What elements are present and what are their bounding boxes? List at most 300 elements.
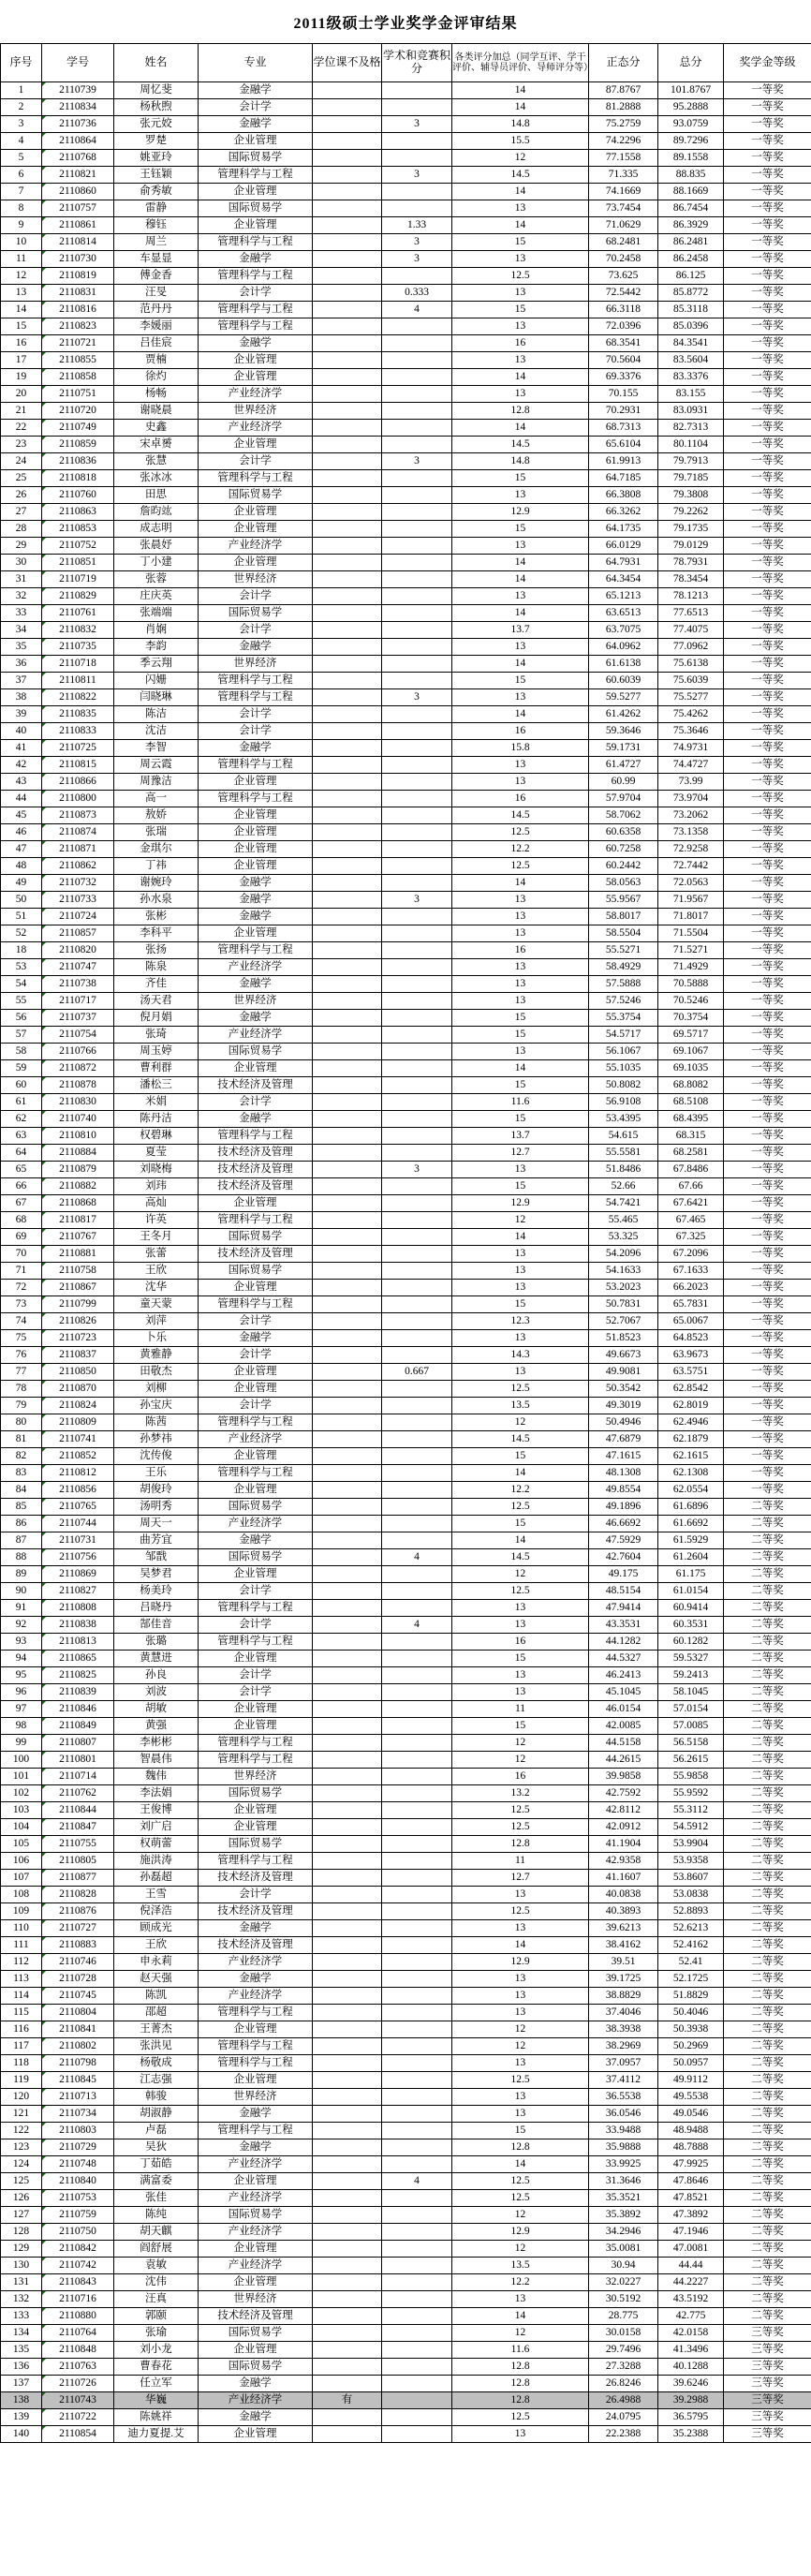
cell-name: 罗楚 <box>114 133 199 150</box>
cell-score-sum: 12.5 <box>452 1819 589 1836</box>
table-row <box>1 959 811 976</box>
cell-major: 企业管理 <box>199 369 313 386</box>
cell-academic-points <box>382 1128 452 1145</box>
cell-total-score: 79.1735 <box>658 521 724 538</box>
cell-score-sum: 14 <box>452 99 589 116</box>
cell-normalized-score: 55.465 <box>589 1212 658 1229</box>
green-corner-marker-icon <box>42 1094 46 1098</box>
cell-major: 企业管理 <box>199 2274 313 2291</box>
cell-student-id: 2110761 <box>42 605 114 622</box>
cell-academic-points <box>382 2342 452 2359</box>
cell-major: 企业管理 <box>199 2173 313 2190</box>
cell-normalized-score: 39.1725 <box>589 1971 658 1988</box>
cell-total-score: 71.9567 <box>658 892 724 909</box>
cell-normalized-score: 63.7075 <box>589 622 658 639</box>
cell-score-sum: 14.5 <box>452 807 589 824</box>
cell-score-sum: 13 <box>452 993 589 1010</box>
cell-failed-course <box>313 1752 382 1769</box>
cell-score-sum: 14 <box>452 571 589 588</box>
cell-total-score: 71.5504 <box>658 925 724 942</box>
cell-serial: 46 <box>1 824 42 841</box>
cell-total-score: 73.1358 <box>658 824 724 841</box>
cell-score-sum: 14 <box>452 2156 589 2173</box>
green-corner-marker-icon <box>42 1583 46 1587</box>
cell-serial: 8 <box>1 200 42 217</box>
table-row <box>1 1954 811 1971</box>
cell-total-score: 74.4727 <box>658 757 724 774</box>
table-row <box>1 1398 811 1414</box>
cell-major: 企业管理 <box>199 1802 313 1819</box>
green-corner-marker-icon <box>42 1634 46 1637</box>
cell-name: 刘晓梅 <box>114 1162 199 1178</box>
table-row <box>1 1836 811 1853</box>
cell-normalized-score: 32.0227 <box>589 2274 658 2291</box>
green-corner-marker-icon <box>42 2106 46 2110</box>
cell-name: 曹利群 <box>114 1060 199 1077</box>
cell-failed-course <box>313 1263 382 1280</box>
cell-normalized-score: 65.6104 <box>589 437 658 453</box>
cell-student-id: 2110800 <box>42 791 114 807</box>
cell-name: 李科平 <box>114 925 199 942</box>
cell-total-score: 85.8772 <box>658 285 724 302</box>
cell-name: 倪月娟 <box>114 1010 199 1027</box>
cell-serial: 3 <box>1 116 42 133</box>
cell-award-level: 一等奖 <box>724 1128 811 1145</box>
green-corner-marker-icon <box>42 150 46 154</box>
cell-major: 管理科学与工程 <box>199 1465 313 1482</box>
cell-failed-course <box>313 2258 382 2274</box>
cell-name: 孙良 <box>114 1667 199 1684</box>
cell-name: 郭颐 <box>114 2308 199 2325</box>
cell-score-sum: 15 <box>452 1010 589 1027</box>
cell-normalized-score: 42.9358 <box>589 1853 658 1870</box>
cell-serial: 67 <box>1 1195 42 1212</box>
table-row <box>1 689 811 706</box>
cell-total-score: 75.5277 <box>658 689 724 706</box>
cell-serial: 92 <box>1 1617 42 1634</box>
table-row <box>1 673 811 689</box>
table-row <box>1 875 811 892</box>
cell-academic-points <box>382 1111 452 1128</box>
cell-score-sum: 13 <box>452 774 589 791</box>
cell-student-id: 2110836 <box>42 453 114 470</box>
cell-academic-points <box>382 1229 452 1246</box>
cell-serial: 60 <box>1 1077 42 1094</box>
cell-name: 汤天君 <box>114 993 199 1010</box>
cell-failed-course <box>313 437 382 453</box>
cell-major: 企业管理 <box>199 1651 313 1667</box>
cell-normalized-score: 72.5442 <box>589 285 658 302</box>
cell-student-id: 2110851 <box>42 555 114 571</box>
green-corner-marker-icon <box>42 200 46 204</box>
cell-award-level: 二等奖 <box>724 1718 811 1735</box>
green-corner-marker-icon <box>42 352 46 356</box>
cell-total-score: 47.8521 <box>658 2190 724 2207</box>
cell-serial: 37 <box>1 673 42 689</box>
header-row <box>1 44 811 82</box>
cell-serial: 6 <box>1 167 42 184</box>
green-corner-marker-icon <box>42 1802 46 1806</box>
cell-failed-course <box>313 487 382 504</box>
table-row <box>1 2359 811 2376</box>
cell-normalized-score: 39.9858 <box>589 1769 658 1785</box>
cell-failed-course <box>313 453 382 470</box>
cell-academic-points <box>382 925 452 942</box>
cell-total-score: 79.7185 <box>658 470 724 487</box>
cell-name: 李韵 <box>114 639 199 656</box>
cell-student-id: 2110872 <box>42 1060 114 1077</box>
green-corner-marker-icon <box>42 1600 46 1604</box>
green-corner-marker-icon <box>42 251 46 255</box>
cell-name: 刘柳 <box>114 1381 199 1398</box>
table-row <box>1 1769 811 1785</box>
cell-name: 张冰冰 <box>114 470 199 487</box>
table-row <box>1 1853 811 1870</box>
cell-failed-course <box>313 335 382 352</box>
green-corner-marker-icon <box>42 2190 46 2194</box>
cell-student-id: 2110876 <box>42 1903 114 1920</box>
cell-failed-course <box>313 1347 382 1364</box>
cell-student-id: 2110716 <box>42 2291 114 2308</box>
table-row <box>1 1684 811 1701</box>
cell-student-id: 2110848 <box>42 2342 114 2359</box>
table-row <box>1 588 811 605</box>
cell-major: 企业管理 <box>199 925 313 942</box>
cell-failed-course <box>313 200 382 217</box>
cell-serial: 71 <box>1 1263 42 1280</box>
cell-total-score: 61.2604 <box>658 1549 724 1566</box>
cell-failed-course <box>313 2123 382 2139</box>
cell-failed-course <box>313 605 382 622</box>
table-row <box>1 2106 811 2123</box>
cell-major: 技术经济及管理 <box>199 1145 313 1162</box>
cell-academic-points <box>382 1280 452 1296</box>
cell-award-level: 一等奖 <box>724 605 811 622</box>
cell-failed-course <box>313 302 382 318</box>
green-corner-marker-icon <box>42 2258 46 2261</box>
cell-major: 管理科学与工程 <box>199 1853 313 1870</box>
cell-name: 陈泉 <box>114 959 199 976</box>
cell-total-score: 79.0129 <box>658 538 724 555</box>
cell-major: 世界经济 <box>199 571 313 588</box>
cell-normalized-score: 53.2023 <box>589 1280 658 1296</box>
cell-award-level: 一等奖 <box>724 1060 811 1077</box>
cell-major: 会计学 <box>199 453 313 470</box>
cell-student-id: 2110880 <box>42 2308 114 2325</box>
cell-name: 阎舒展 <box>114 2241 199 2258</box>
cell-total-score: 50.0957 <box>658 2055 724 2072</box>
cell-score-sum: 12.9 <box>452 1954 589 1971</box>
cell-academic-points <box>382 1802 452 1819</box>
green-corner-marker-icon <box>42 1988 46 1991</box>
cell-major: 金融学 <box>199 82 313 99</box>
green-corner-marker-icon <box>42 1903 46 1907</box>
cell-serial: 114 <box>1 1988 42 2005</box>
cell-normalized-score: 66.3808 <box>589 487 658 504</box>
table-row <box>1 2291 811 2308</box>
cell-academic-points: 0.333 <box>382 285 452 302</box>
cell-serial: 47 <box>1 841 42 858</box>
cell-score-sum: 13 <box>452 1684 589 1701</box>
cell-academic-points <box>382 2139 452 2156</box>
cell-score-sum: 14 <box>452 420 589 437</box>
cell-student-id: 2110747 <box>42 959 114 976</box>
cell-student-id: 2110739 <box>42 82 114 99</box>
cell-total-score: 86.2458 <box>658 251 724 268</box>
cell-name: 张扬 <box>114 942 199 959</box>
cell-student-id: 2110807 <box>42 1735 114 1752</box>
cell-academic-points <box>382 1381 452 1398</box>
cell-normalized-score: 39.6213 <box>589 1920 658 1937</box>
cell-student-id: 2110768 <box>42 150 114 167</box>
cell-score-sum: 13 <box>452 1600 589 1617</box>
cell-failed-course <box>313 1988 382 2005</box>
cell-score-sum: 13 <box>452 318 589 335</box>
cell-failed-course <box>313 1077 382 1094</box>
cell-serial: 95 <box>1 1667 42 1684</box>
cell-total-score: 57.0085 <box>658 1718 724 1735</box>
green-corner-marker-icon <box>42 555 46 558</box>
cell-award-level: 一等奖 <box>724 1296 811 1313</box>
cell-failed-course <box>313 706 382 723</box>
green-corner-marker-icon <box>42 942 46 946</box>
cell-total-score: 53.9358 <box>658 1853 724 1870</box>
cell-academic-points <box>382 268 452 285</box>
cell-serial: 77 <box>1 1364 42 1381</box>
cell-award-level: 一等奖 <box>724 993 811 1010</box>
cell-failed-course <box>313 875 382 892</box>
cell-academic-points: 3 <box>382 1162 452 1178</box>
cell-award-level: 一等奖 <box>724 639 811 656</box>
cell-major: 技术经济及管理 <box>199 1246 313 1263</box>
green-corner-marker-icon <box>42 1010 46 1014</box>
cell-academic-points <box>382 1077 452 1094</box>
cell-normalized-score: 40.0838 <box>589 1887 658 1903</box>
cell-academic-points <box>382 420 452 437</box>
cell-student-id: 2110805 <box>42 1853 114 1870</box>
cell-normalized-score: 43.3531 <box>589 1617 658 1634</box>
cell-academic-points <box>382 200 452 217</box>
cell-name: 满富委 <box>114 2173 199 2190</box>
cell-name: 谢婉玲 <box>114 875 199 892</box>
cell-academic-points <box>382 706 452 723</box>
cell-academic-points: 1.33 <box>382 217 452 234</box>
cell-normalized-score: 58.5504 <box>589 925 658 942</box>
table-row <box>1 2190 811 2207</box>
cell-academic-points: 4 <box>382 1549 452 1566</box>
cell-student-id: 2110802 <box>42 2038 114 2055</box>
cell-academic-points <box>382 369 452 386</box>
cell-award-level: 二等奖 <box>724 1634 811 1651</box>
cell-serial: 12 <box>1 268 42 285</box>
cell-major: 管理科学与工程 <box>199 268 313 285</box>
cell-normalized-score: 59.1731 <box>589 740 658 757</box>
cell-normalized-score: 60.6039 <box>589 673 658 689</box>
cell-name: 孙宝庆 <box>114 1398 199 1414</box>
cell-major: 企业管理 <box>199 1819 313 1836</box>
cell-score-sum: 16 <box>452 1634 589 1651</box>
cell-serial: 57 <box>1 1027 42 1044</box>
cell-score-sum: 12.9 <box>452 2224 589 2241</box>
cell-name: 庄庆英 <box>114 588 199 605</box>
table-row <box>1 2241 811 2258</box>
cell-failed-course <box>313 1162 382 1178</box>
cell-failed-course <box>313 1280 382 1296</box>
cell-student-id: 2110720 <box>42 403 114 420</box>
cell-score-sum: 12 <box>452 1566 589 1583</box>
cell-score-sum: 16 <box>452 335 589 352</box>
cell-academic-points <box>382 403 452 420</box>
cell-score-sum: 15.5 <box>452 133 589 150</box>
cell-total-score: 83.3376 <box>658 369 724 386</box>
cell-name: 张端端 <box>114 605 199 622</box>
cell-name: 李法娟 <box>114 1785 199 1802</box>
green-corner-marker-icon <box>42 1532 46 1536</box>
table-row <box>1 1600 811 1617</box>
cell-serial: 79 <box>1 1398 42 1414</box>
cell-normalized-score: 55.3754 <box>589 1010 658 1027</box>
cell-name: 施洪涛 <box>114 1853 199 1870</box>
green-corner-marker-icon <box>42 689 46 693</box>
cell-normalized-score: 52.66 <box>589 1178 658 1195</box>
cell-score-sum: 13 <box>452 1330 589 1347</box>
cell-major: 金融学 <box>199 116 313 133</box>
cell-academic-points <box>382 858 452 875</box>
cell-academic-points <box>382 1178 452 1195</box>
cell-academic-points: 3 <box>382 116 452 133</box>
cell-score-sum: 13 <box>452 757 589 774</box>
cell-normalized-score: 70.2931 <box>589 403 658 420</box>
cell-award-level: 二等奖 <box>724 1684 811 1701</box>
cell-score-sum: 11.6 <box>452 1094 589 1111</box>
cell-total-score: 73.2062 <box>658 807 724 824</box>
cell-serial: 65 <box>1 1162 42 1178</box>
cell-total-score: 48.9488 <box>658 2123 724 2139</box>
cell-score-sum: 14 <box>452 2308 589 2325</box>
green-corner-marker-icon <box>42 1566 46 1570</box>
cell-normalized-score: 42.0912 <box>589 1819 658 1836</box>
cell-award-level: 一等奖 <box>724 571 811 588</box>
green-corner-marker-icon <box>42 2021 46 2025</box>
cell-normalized-score: 60.6358 <box>589 824 658 841</box>
cell-serial: 78 <box>1 1381 42 1398</box>
cell-name: 任立军 <box>114 2376 199 2392</box>
table-row <box>1 2274 811 2291</box>
cell-award-level: 二等奖 <box>724 1752 811 1769</box>
cell-award-level: 二等奖 <box>724 1667 811 1684</box>
cell-student-id: 2110842 <box>42 2241 114 2258</box>
cell-failed-course <box>313 1802 382 1819</box>
cell-award-level: 二等奖 <box>724 2005 811 2021</box>
cell-name: 赵天强 <box>114 1971 199 1988</box>
cell-student-id: 2110883 <box>42 1937 114 1954</box>
cell-name: 张元姣 <box>114 116 199 133</box>
cell-failed-course <box>313 1330 382 1347</box>
cell-failed-course <box>313 1651 382 1667</box>
green-corner-marker-icon <box>42 774 46 777</box>
table-row <box>1 453 811 470</box>
cell-serial: 113 <box>1 1971 42 1988</box>
cell-score-sum: 12.2 <box>452 1482 589 1499</box>
cell-score-sum: 16 <box>452 942 589 959</box>
cell-student-id: 2110825 <box>42 1667 114 1684</box>
cell-award-level: 一等奖 <box>724 740 811 757</box>
cell-student-id: 2110726 <box>42 2376 114 2392</box>
cell-score-sum: 12 <box>452 2325 589 2342</box>
cell-academic-points <box>382 757 452 774</box>
cell-total-score: 71.5271 <box>658 942 724 959</box>
cell-name: 詹昀竑 <box>114 504 199 521</box>
cell-major: 产业经济学 <box>199 538 313 555</box>
cell-award-level: 二等奖 <box>724 1870 811 1887</box>
cell-total-score: 44.2227 <box>658 2274 724 2291</box>
cell-normalized-score: 48.5154 <box>589 1583 658 1600</box>
cell-total-score: 95.2888 <box>658 99 724 116</box>
cell-major: 企业管理 <box>199 1448 313 1465</box>
table-row <box>1 1263 811 1280</box>
cell-normalized-score: 37.4046 <box>589 2005 658 2021</box>
table-row <box>1 2426 811 2443</box>
cell-score-sum: 13 <box>452 1263 589 1280</box>
cell-name: 顾成光 <box>114 1920 199 1937</box>
cell-award-level: 一等奖 <box>724 1010 811 1027</box>
cell-score-sum: 12.5 <box>452 1583 589 1600</box>
cell-academic-points <box>382 2190 452 2207</box>
cell-academic-points <box>382 639 452 656</box>
cell-name: 吴狄 <box>114 2139 199 2156</box>
cell-name: 黄慧进 <box>114 1651 199 1667</box>
cell-total-score: 65.0067 <box>658 1313 724 1330</box>
cell-total-score: 52.6213 <box>658 1920 724 1937</box>
table-row <box>1 1667 811 1684</box>
cell-academic-points <box>382 538 452 555</box>
cell-major: 管理科学与工程 <box>199 791 313 807</box>
cell-normalized-score: 27.3288 <box>589 2359 658 2376</box>
cell-normalized-score: 63.6513 <box>589 605 658 622</box>
cell-serial: 64 <box>1 1145 42 1162</box>
cell-student-id: 2110722 <box>42 2409 114 2426</box>
cell-student-id: 2110821 <box>42 167 114 184</box>
cell-serial: 133 <box>1 2308 42 2325</box>
cell-academic-points <box>382 1044 452 1060</box>
cell-major: 企业管理 <box>199 555 313 571</box>
cell-major: 国际贸易学 <box>199 200 313 217</box>
green-corner-marker-icon <box>42 2409 46 2413</box>
cell-failed-course: 有 <box>313 2392 382 2409</box>
cell-normalized-score: 70.5604 <box>589 352 658 369</box>
cell-academic-points <box>382 1785 452 1802</box>
cell-major: 企业管理 <box>199 1060 313 1077</box>
table-row <box>1 150 811 167</box>
cell-normalized-score: 39.51 <box>589 1954 658 1971</box>
cell-academic-points <box>382 2359 452 2376</box>
table-row <box>1 622 811 639</box>
cell-academic-points <box>382 1296 452 1313</box>
cell-academic-points: 0.667 <box>382 1364 452 1381</box>
cell-name: 李媛丽 <box>114 318 199 335</box>
green-corner-marker-icon <box>42 1549 46 1553</box>
cell-serial: 53 <box>1 959 42 976</box>
cell-total-score: 62.0554 <box>658 1482 724 1499</box>
cell-award-level: 三等奖 <box>724 2426 811 2443</box>
cell-score-sum: 12.5 <box>452 858 589 875</box>
cell-award-level: 二等奖 <box>724 2291 811 2308</box>
cell-serial: 52 <box>1 925 42 942</box>
green-corner-marker-icon <box>42 2291 46 2295</box>
table-row <box>1 1246 811 1263</box>
cell-name: 郜佳音 <box>114 1617 199 1634</box>
cell-normalized-score: 74.1669 <box>589 184 658 200</box>
